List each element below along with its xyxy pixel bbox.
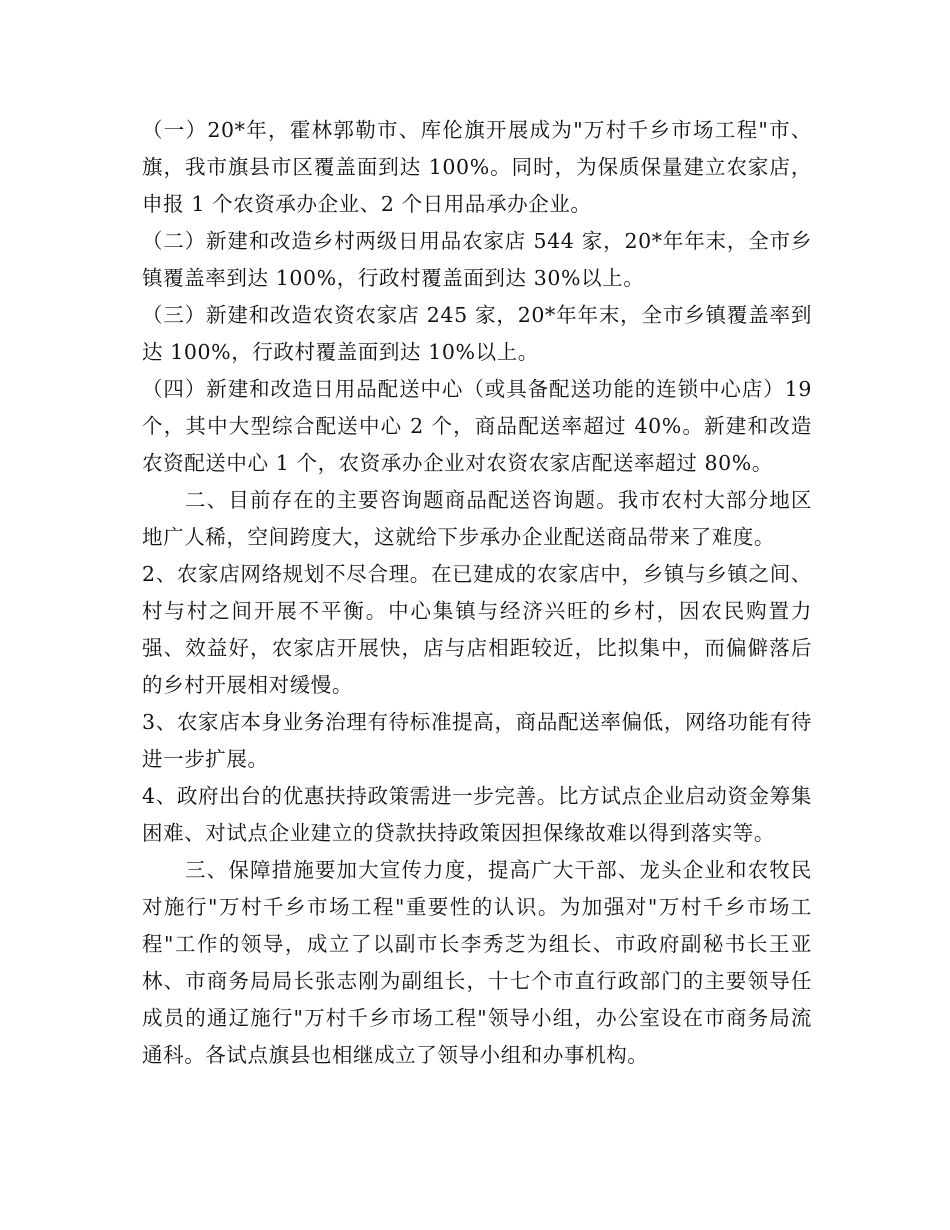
paragraph-problem-4: 4、政府出台的优惠扶持政策需进一步完善。比方试点企业启动资金筹集困难、对试点企业建立的贷款扶持政策因担保缘故难以得到落实等。 <box>142 784 812 845</box>
paragraph-section-4: （四）新建和改造日用品配送中心（或具备配送功能的连锁中心店）19 个，其中大型综合配送中心 2 个，商品配送率超过 40%。新建和改造农资配送中心 1 个，农资承办企业对农资农家店配送率超过 80%。 <box>142 377 812 475</box>
paragraph-section-3: （三）新建和改造农资农家店 245 家，20*年年末，全市乡镇覆盖率到达 100%，行政村覆盖面到达 10%以上。 <box>142 303 812 364</box>
paragraph-current-problems: 二、目前存在的主要咨询题商品配送咨询题。我市农村大部分地区地广人稀，空间跨度大，这就给下步承办企业配送商品带来了难度。 <box>142 488 812 549</box>
document-body <box>142 112 812 1074</box>
paragraph-section-1: （一）20*年，霍林郭勒市、库伦旗开展成为"万村千乡市场工程"市、旗，我市旗县市区覆盖面到达 100%。同时，为保质保量建立农家店，申报 1 个农资承办企业、2 个日用品承办企业。 <box>142 118 812 216</box>
paragraph-section-2: （二）新建和改造乡村两级日用品农家店 544 家，20*年年末，全市乡镇覆盖率到达 100%，行政村覆盖面到达 30%以上。 <box>142 229 812 290</box>
paragraph-problem-3: 3、农家店本身业务治理有待标准提高，商品配送率偏低，网络功能有待进一步扩展。 <box>142 710 812 771</box>
paragraph-safeguard-measures: 三、保障措施要加大宣传力度，提高广大干部、龙头企业和农牧民对施行"万村千乡市场工程"重要性的认识。为加强对"万村千乡市场工程"工作的领导，成立了以副市长李秀芝为组长、市政府副秘书长王亚林、市商务局局长张志刚为副组长，十七个市直行政部门的主要领导任成员的通辽施行"万村千乡市场工程"领导小组，办公室设在市商务局流通科。各试点旗县也相继成立了领导小组和办事机构。 <box>142 858 812 1067</box>
paragraph-problem-2: 2、农家店网络规划不尽合理。在已建成的农家店中，乡镇与乡镇之间、村与村之间开展不平衡。中心集镇与经济兴旺的乡村，因农民购置力强、效益好，农家店开展快，店与店相距较近，比拟集中，而偏僻落后的乡村开展相对缓慢。 <box>142 562 812 697</box>
